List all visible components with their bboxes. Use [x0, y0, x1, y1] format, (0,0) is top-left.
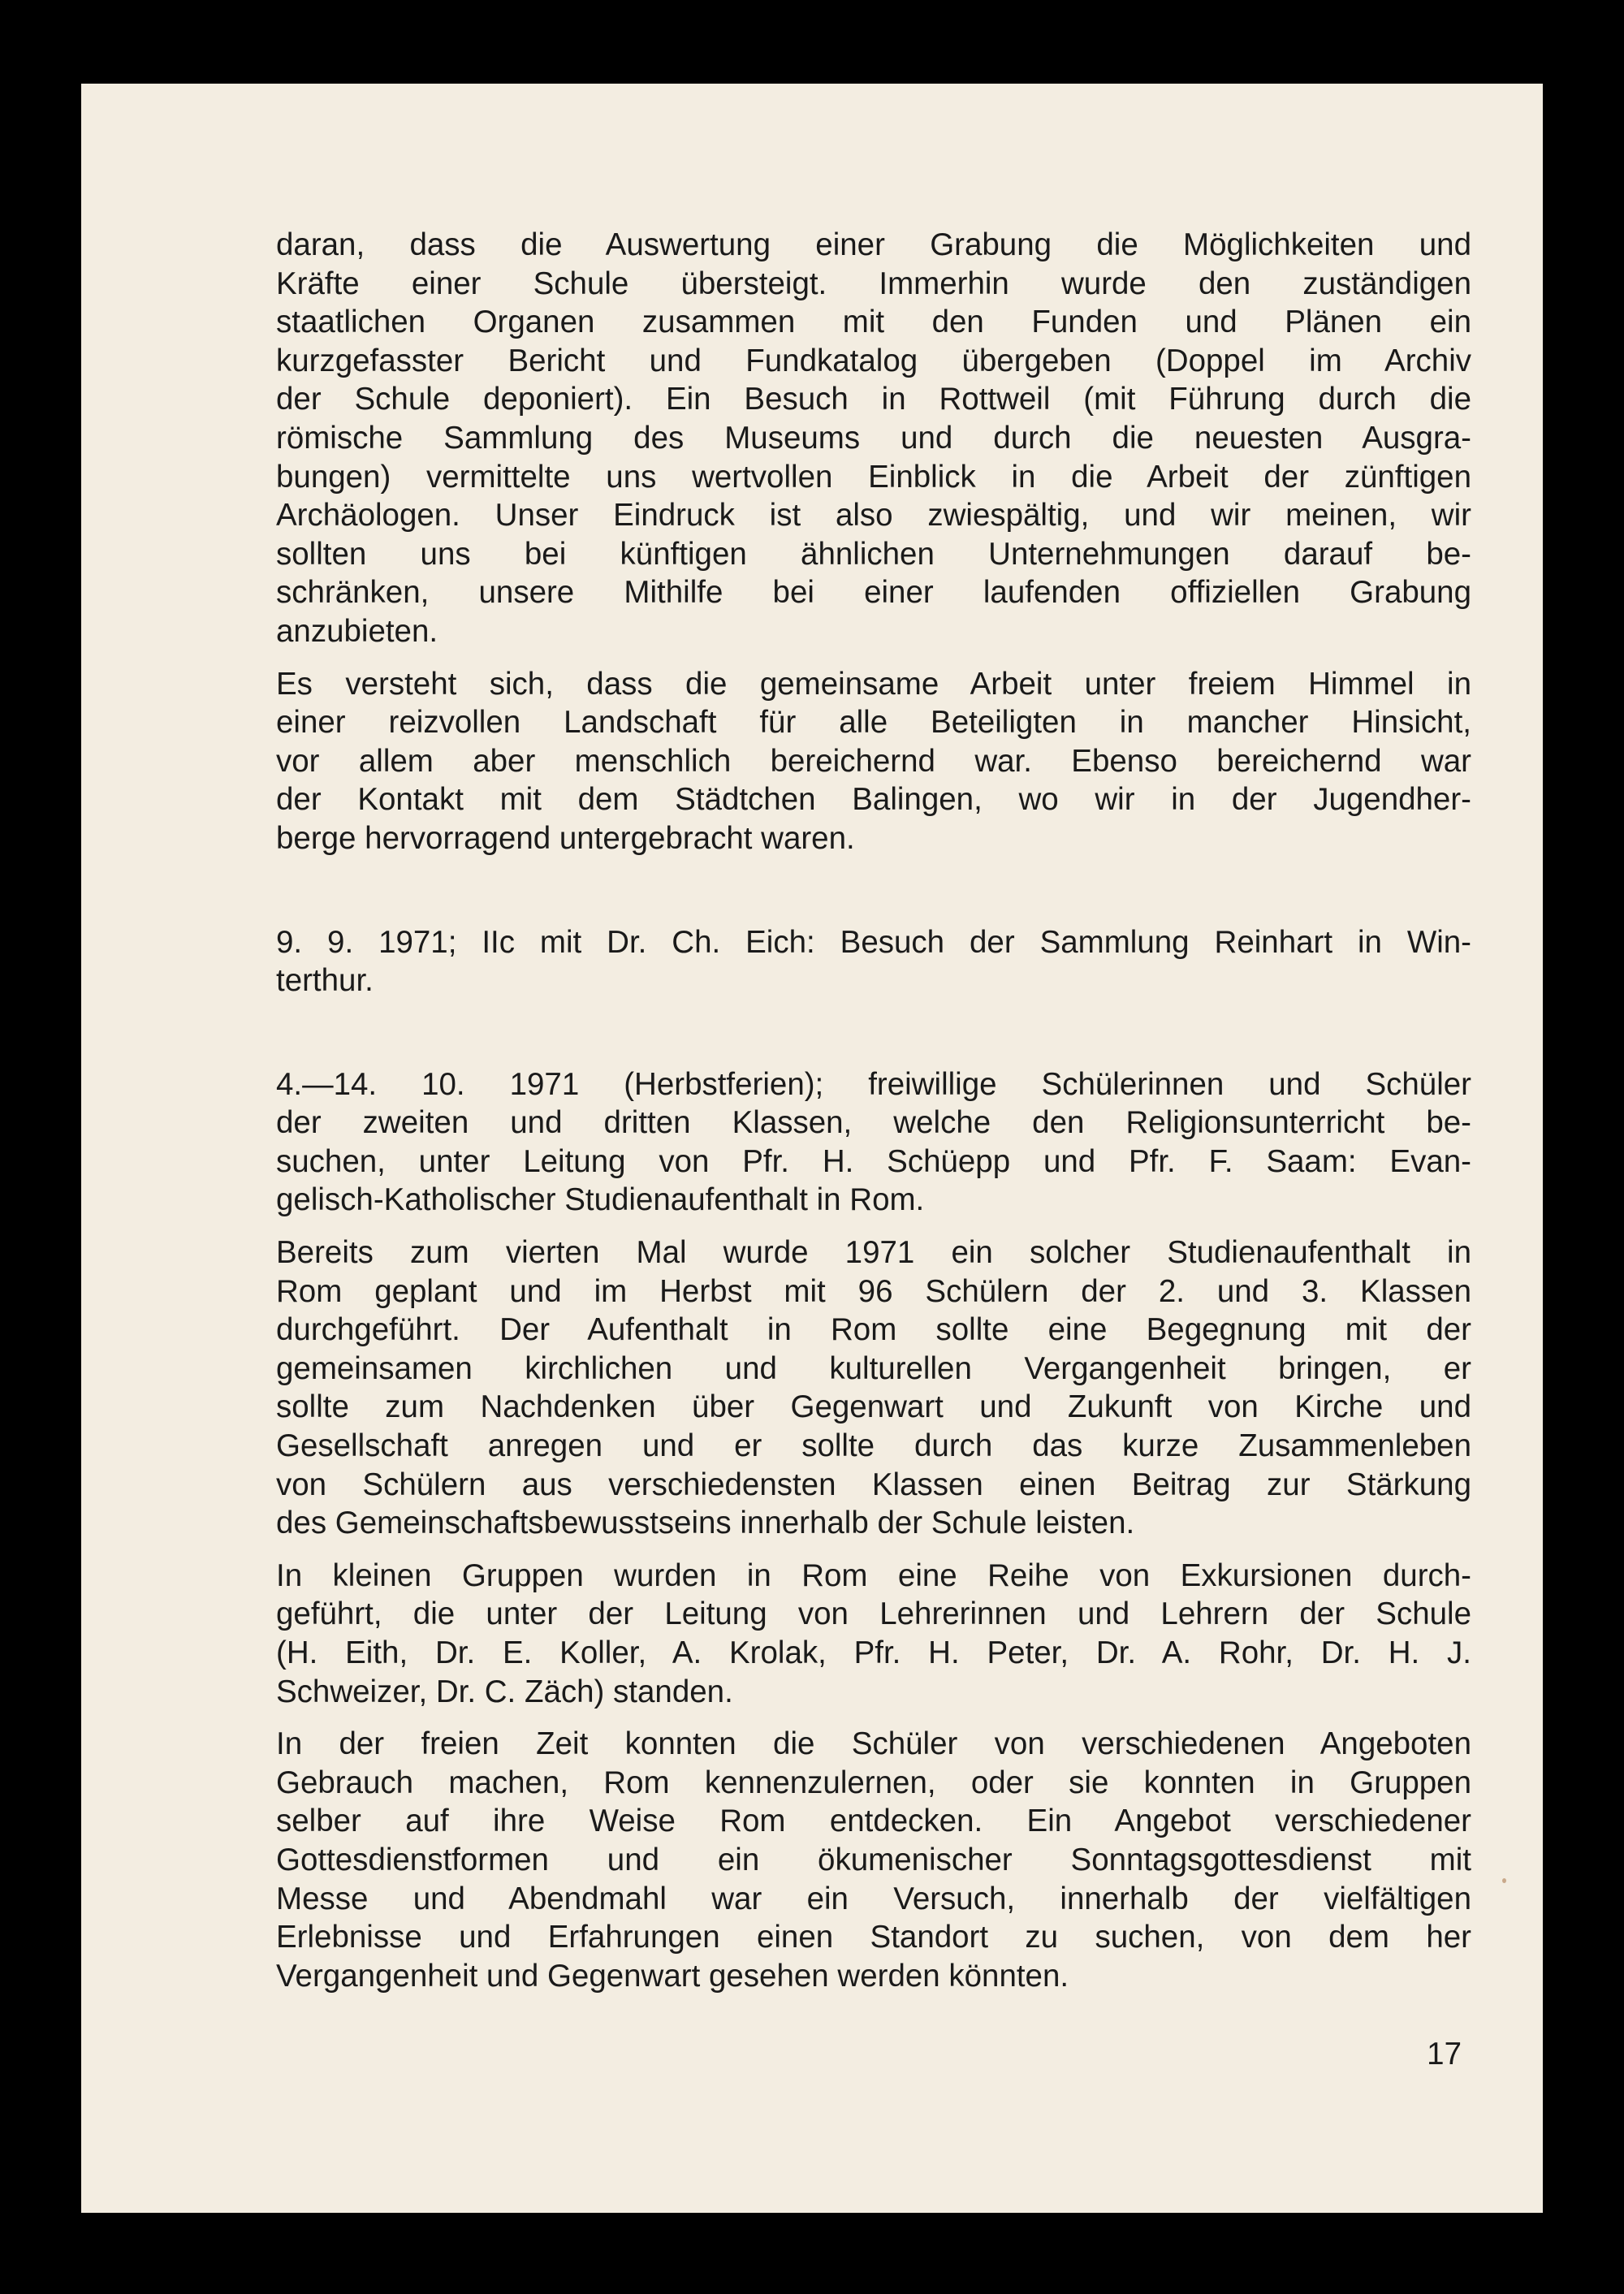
text-line: Bereits zum vierten Mal wurde 1971 ein solcher Studienaufenthalt in — [276, 1235, 1471, 1271]
text-line: daran, dass die Auswertung einer Grabung die Möglichkeiten und — [276, 227, 1471, 262]
paragraph-excavation-conclusion — [276, 226, 1471, 651]
text-line: Vergangenheit und Gegenwart gesehen werden könnten. — [276, 1958, 1069, 1994]
text-line: In der freien Zeit konnten die Schüler von verschiedenen Angeboten — [276, 1726, 1471, 1762]
text-line: kurzgefasster Bericht und Fundkatalog übergeben (Doppel im Archiv — [276, 343, 1471, 378]
text-line: 4.—14. 10. 1971 (Herbstferien); freiwillige Schülerinnen und Schüler — [276, 1066, 1471, 1102]
paper-speck — [1502, 1878, 1506, 1883]
text-line: der zweiten und dritten Klassen, welche den Religionsunterricht be- — [276, 1105, 1471, 1141]
document-page — [81, 84, 1543, 2213]
text-line: geführt, die unter der Leitung von Lehrerinnen und Lehrern der Schule — [276, 1596, 1471, 1632]
text-line: der Kontakt mit dem Städtchen Balingen, wo wir in der Jugendher- — [276, 782, 1471, 818]
text-line: des Gemeinschaftsbewusstseins innerhalb der Schule leisten. — [276, 1506, 1135, 1541]
text-line: berge hervorragend untergebracht waren. — [276, 820, 855, 856]
text-line: der Schule deponiert). Ein Besuch in Rottweil (mit Führung durch die — [276, 382, 1471, 417]
text-line: sollte zum Nachdenken über Gegenwart und Zukunft von Kirche und — [276, 1389, 1471, 1425]
text-line: In kleinen Gruppen wurden in Rom eine Reihe von Exkursionen durch- — [276, 1557, 1471, 1593]
paragraph-free-time — [276, 1725, 1471, 1995]
text-line: Gebrauch machen, Rom kennenzulernen, oder sie konnten in Gruppen — [276, 1765, 1471, 1800]
text-line: bungen) vermittelte uns wertvollen Einblick in die Arbeit der zünftigen — [276, 459, 1471, 495]
text-line: terthur. — [276, 963, 374, 999]
text-line: Messe und Abendmahl war ein Versuch, innerhalb der vielfältigen — [276, 1881, 1471, 1916]
text-line: Kräfte einer Schule übersteigt. Immerhin wurde den zuständigen — [276, 266, 1471, 301]
text-line: durchgeführt. Der Aufenthalt in Rom sollte eine Begegnung mit der — [276, 1312, 1471, 1348]
text-line: anzubieten. — [276, 613, 438, 649]
page-number: 17 — [1427, 2037, 1462, 2072]
text-line: Gesellschaft anregen und er sollte durch das kurze Zusammenleben — [276, 1428, 1471, 1464]
text-line: staatlichen Organen zusammen mit den Funden und Plänen ein — [276, 305, 1471, 340]
text-line: schränken, unsere Mithilfe bei einer laufenden offiziellen Grabung — [276, 575, 1471, 611]
paragraph-excursions — [276, 1557, 1471, 1711]
paragraph-rome-purpose — [276, 1233, 1471, 1543]
text-line: suchen, unter Leitung von Pfr. H. Schüepp und Pfr. F. Saam: Evan- — [276, 1143, 1471, 1179]
text-line: Erlebnisse und Erfahrungen einen Standort zu suchen, von dem her — [276, 1920, 1471, 1955]
text-line: Schweizer, Dr. C. Zäch) standen. — [276, 1674, 733, 1709]
entry-rome-study-trip — [276, 1065, 1471, 1220]
entry-reinhart-visit — [276, 923, 1471, 1000]
text-line: sollten uns bei künftigen ähnlichen Unternehmungen darauf be- — [276, 536, 1471, 572]
text-line: gemeinsamen kirchlichen und kulturellen Vergangenheit bringen, er — [276, 1350, 1471, 1386]
text-line: einer reizvollen Landschaft für alle Beteiligten in mancher Hinsicht, — [276, 705, 1471, 741]
text-line: Es versteht sich, dass die gemeinsame Arbeit unter freiem Himmel in — [276, 666, 1471, 702]
text-line: vor allem aber menschlich bereichernd war. Ebenso bereichernd war — [276, 743, 1471, 779]
text-line: (H. Eith, Dr. E. Koller, A. Krolak, Pfr. H. Peter, Dr. A. Rohr, Dr. H. J. — [276, 1635, 1471, 1670]
body-text — [276, 226, 1471, 1995]
text-line: gelisch-Katholischer Studienaufenthalt in Rom. — [276, 1182, 925, 1218]
text-line: von Schülern aus verschiedensten Klassen einen Beitrag zur Stärkung — [276, 1467, 1471, 1502]
text-line: selber auf ihre Weise Rom entdecken. Ein Angebot verschiedener — [276, 1804, 1471, 1839]
text-line: Archäologen. Unser Eindruck ist also zwiespältig, und wir meinen, wir — [276, 498, 1471, 534]
text-line: Gottesdienstformen und ein ökumenischer Sonntagsgottesdienst mit — [276, 1842, 1471, 1877]
paragraph-outdoor-work — [276, 665, 1471, 858]
text-line: 9. 9. 1971; IIc mit Dr. Ch. Eich: Besuch der Sammlung Reinhart in Win- — [276, 924, 1471, 960]
text-line: römische Sammlung des Museums und durch die neuesten Ausgra- — [276, 420, 1471, 456]
text-line: Rom geplant und im Herbst mit 96 Schülern der 2. und 3. Klassen — [276, 1273, 1471, 1309]
